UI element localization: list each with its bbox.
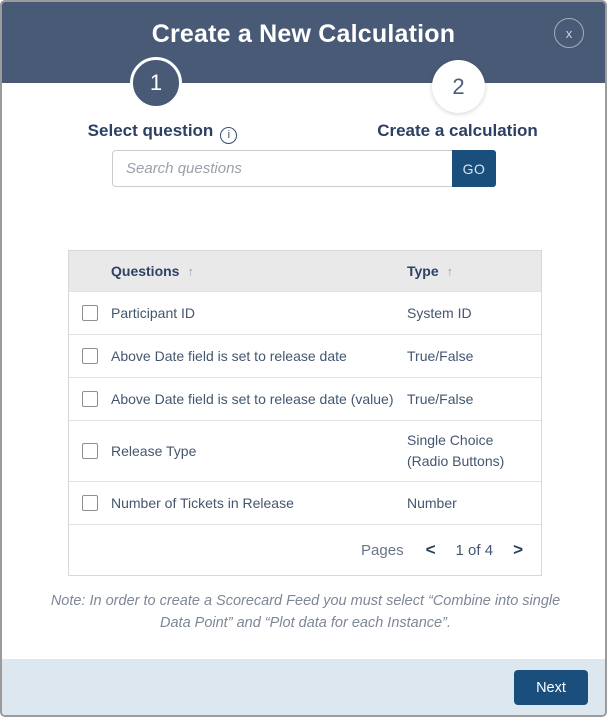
- row-checkbox[interactable]: [82, 391, 98, 407]
- column-header-type[interactable]: Type ↑: [407, 263, 454, 279]
- chevron-right-icon: >: [513, 540, 523, 559]
- step-2-label-text: Create a calculation: [377, 121, 538, 140]
- table-header-row: [69, 251, 541, 291]
- question-cell: Participant ID: [111, 305, 196, 321]
- type-cell: True/False: [407, 347, 474, 364]
- table-row: [69, 377, 541, 420]
- type-cell: True/False: [407, 390, 474, 407]
- close-button[interactable]: [554, 18, 584, 48]
- modal-header: [2, 2, 605, 83]
- checkbox-cell: [69, 391, 111, 407]
- close-icon: x: [565, 25, 573, 41]
- questions-table: [68, 250, 542, 576]
- step-1-label: [20, 121, 305, 144]
- previous-page-button[interactable]: [426, 540, 436, 560]
- step-1-label-text: Select question: [87, 121, 214, 140]
- type-cell: Single Choice (Radio Buttons): [407, 432, 505, 469]
- checkbox-cell: [69, 305, 111, 321]
- step-1-number: 1: [149, 70, 163, 95]
- step-1-circle: [130, 57, 182, 109]
- column-header-questions[interactable]: Questions ↑: [111, 263, 194, 279]
- row-checkbox[interactable]: [82, 443, 98, 459]
- checkbox-cell: [69, 348, 111, 364]
- checkbox-cell: [69, 443, 111, 459]
- sort-asc-icon[interactable]: ↑: [446, 264, 454, 279]
- page-indicator: 1 of 4: [455, 541, 494, 559]
- question-cell: Number of Tickets in Release: [111, 495, 294, 511]
- search-input[interactable]: [112, 150, 452, 187]
- scorecard-note: Note: In order to create a Scorecard Feed you must select “Combine into single Data Point” and “Plot data for each Instance”.: [50, 593, 561, 631]
- table-row: [69, 291, 541, 334]
- pages-label: Pages: [361, 541, 404, 559]
- question-cell: Above Date field is set to release date: [111, 348, 347, 364]
- info-icon[interactable]: i: [220, 127, 237, 144]
- table-row: [69, 481, 541, 524]
- row-checkbox[interactable]: [82, 305, 98, 321]
- type-cell: System ID: [407, 304, 472, 321]
- next-button[interactable]: Next: [514, 670, 588, 705]
- go-button[interactable]: GO: [452, 150, 496, 187]
- step-2-circle: [432, 60, 485, 113]
- step-2-label: [315, 121, 600, 141]
- sort-asc-icon[interactable]: ↑: [187, 264, 194, 279]
- question-cell: Above Date field is set to release date (value): [111, 391, 394, 407]
- next-page-button[interactable]: [513, 540, 523, 560]
- question-cell: Release Type: [111, 443, 197, 459]
- type-cell: Number: [407, 494, 457, 511]
- table-row: [69, 420, 541, 481]
- table-row: [69, 334, 541, 377]
- checkbox-cell: [69, 495, 111, 511]
- chevron-left-icon: <: [425, 540, 436, 559]
- modal-title: Create a New Calculation: [151, 20, 456, 48]
- step-2-number: 2: [452, 73, 465, 99]
- modal-footer: [2, 659, 605, 715]
- search-bar: [112, 150, 496, 187]
- row-checkbox[interactable]: [82, 348, 98, 364]
- pagination-row: [69, 524, 541, 575]
- row-checkbox[interactable]: [82, 495, 98, 511]
